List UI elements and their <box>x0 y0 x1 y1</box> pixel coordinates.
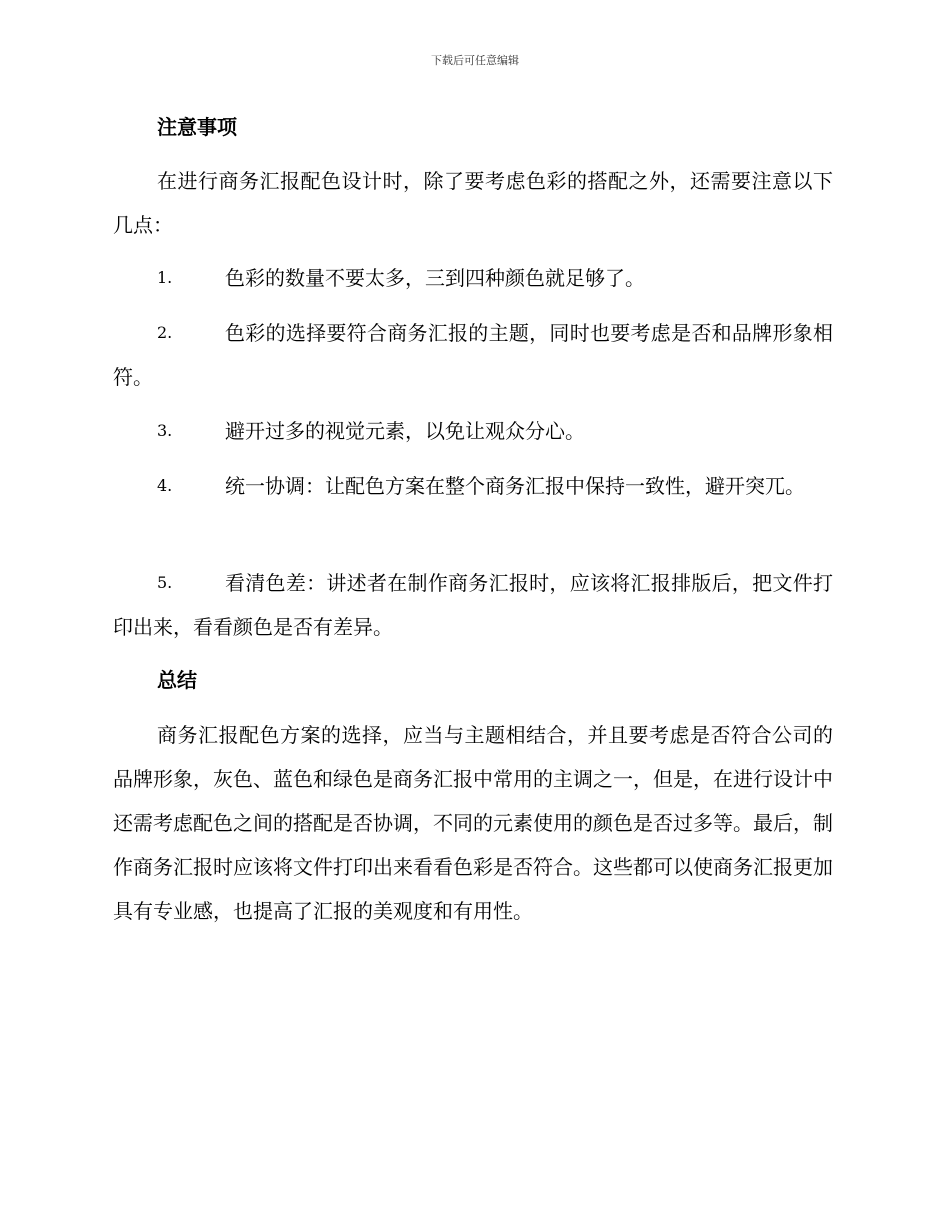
list-item-number: 3. <box>157 421 173 440</box>
list-item-number: 2. <box>157 323 173 342</box>
list-item-number: 4. <box>157 476 173 495</box>
list-item-number: 5. <box>157 573 173 592</box>
page-header: 下载后可任意编辑 <box>431 54 519 67</box>
summary-paragraph: 商务汇报配色方案的选择，应当与主题相结合，并且要考虑是否符合公司的品牌形象，灰色、蓝色和绿色是商务汇报中常用的主调之一，但是，在进行设计中还需考虑配色之间的搭配是否协调，不同的元素使用的颜色是否过多等。最后，制作商务汇报时应该将文件打印出来看看色彩是否符合。这些都可以使商务汇报更加具有专业感，也提高了汇报的美观度和有用性。 <box>113 723 833 923</box>
list-item-text: 看清色差：讲述者在制作商务汇报时，应该将汇报排版后，把文件打印出来，看看颜色是否有差异。 <box>113 571 833 639</box>
list-item <box>113 311 833 399</box>
list-item <box>113 561 833 649</box>
section-heading-summary: 总结 <box>157 668 197 692</box>
list-item-text: 色彩的选择要符合商务汇报的主题，同时也要考虑是否和品牌形象相符。 <box>113 321 833 389</box>
section-heading-notes: 注意事项 <box>157 115 237 139</box>
list-item-number: 1. <box>157 268 173 287</box>
list-item <box>113 409 833 453</box>
list-item <box>113 464 833 508</box>
list-item <box>113 256 833 300</box>
list-item-text: 色彩的数量不要太多，三到四种颜色就足够了。 <box>225 266 645 290</box>
list-item-text: 统一协调：让配色方案在整个商务汇报中保持一致性，避开突兀。 <box>225 474 805 498</box>
notes-intro-paragraph: 在进行商务汇报配色设计时，除了要考虑色彩的搭配之外，还需要注意以下几点： <box>113 169 833 237</box>
list-item-text: 避开过多的视觉元素，以免让观众分心。 <box>225 419 585 443</box>
